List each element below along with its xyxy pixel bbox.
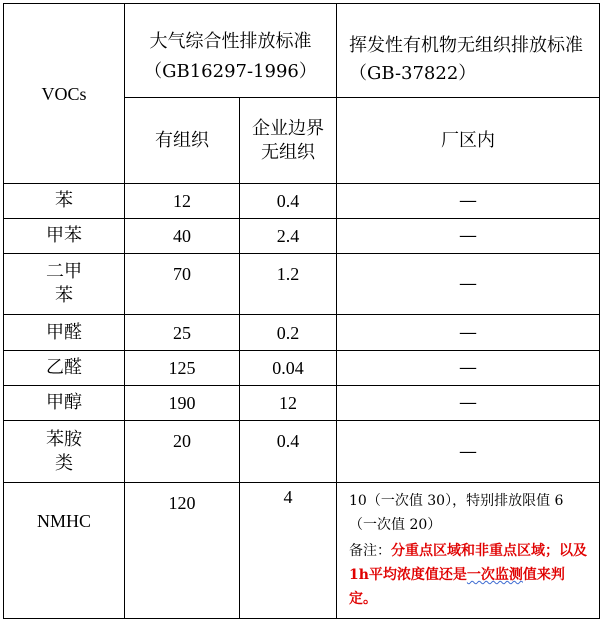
compound-name: 甲醇	[4, 386, 125, 421]
table-row	[4, 219, 600, 254]
note-text-wavy: 一次监测	[466, 567, 523, 583]
organized-value: 120	[125, 483, 240, 619]
note-text-2: 值来判定。	[349, 567, 565, 607]
std1-title: 大气综合性排放标准	[149, 31, 312, 52]
boundary-value: 0.4	[240, 421, 337, 483]
factory-value: —	[337, 315, 600, 351]
std2-title: 挥发性有机物无组织排放标准（GB-37822）	[349, 35, 583, 84]
table-row	[4, 386, 600, 421]
vocs-header-cell	[4, 4, 125, 184]
vocs-standards-table	[3, 3, 600, 619]
factory-value: —	[337, 254, 600, 315]
organized-value: 25	[125, 315, 240, 351]
boundary-header-label: 企业边界无组织	[252, 117, 324, 163]
boundary-value: 1.2	[240, 254, 337, 315]
factory-header-cell	[337, 98, 600, 184]
compound-name: 甲苯	[4, 219, 125, 254]
vocs-header-label: VOCs	[41, 83, 87, 104]
compound-name: 二甲苯	[4, 254, 125, 315]
compound-name: 乙醛	[4, 351, 125, 386]
std1-code: （GB16297-1996）	[144, 61, 317, 82]
compound-name: 苯胺类	[4, 421, 125, 483]
organized-value: 125	[125, 351, 240, 386]
table-row	[4, 421, 600, 483]
organized-value: 12	[125, 184, 240, 219]
std1-header-cell	[125, 4, 337, 98]
table-row	[4, 315, 600, 351]
std2-header-cell	[337, 4, 600, 98]
boundary-header-cell	[240, 98, 337, 184]
factory-value: —	[337, 219, 600, 254]
boundary-value: 0.2	[240, 315, 337, 351]
table-row	[4, 351, 600, 386]
organized-value: 70	[125, 254, 240, 315]
organized-value: 20	[125, 421, 240, 483]
nmhc-factory-cell	[337, 483, 600, 619]
compound-name: 甲醛	[4, 315, 125, 351]
organized-value: 40	[125, 219, 240, 254]
boundary-value: 0.4	[240, 184, 337, 219]
boundary-value: 0.04	[240, 351, 337, 386]
boundary-value: 12	[240, 386, 337, 421]
table-row	[4, 184, 600, 219]
nmhc-note	[349, 539, 591, 611]
table-row	[4, 254, 600, 315]
table-row	[4, 483, 600, 619]
compound-name: NMHC	[4, 483, 125, 619]
factory-value: —	[337, 184, 600, 219]
compound-name: 苯	[4, 184, 125, 219]
factory-value: —	[337, 386, 600, 421]
factory-value: —	[337, 421, 600, 483]
factory-value: —	[337, 351, 600, 386]
boundary-value: 2.4	[240, 219, 337, 254]
factory-header-label: 厂区内	[441, 129, 495, 151]
boundary-value: 4	[240, 483, 337, 619]
note-label: 备注：	[349, 543, 391, 559]
organized-header-cell	[125, 98, 240, 184]
organized-value: 190	[125, 386, 240, 421]
organized-header-label: 有组织	[155, 129, 209, 151]
note-text-1: 分重点区域和非重点区域；以及1h平均浓度值还是	[349, 543, 587, 583]
nmhc-factory-limits: 10（一次值 30），特别排放限值 6（一次值 20）	[349, 493, 564, 533]
